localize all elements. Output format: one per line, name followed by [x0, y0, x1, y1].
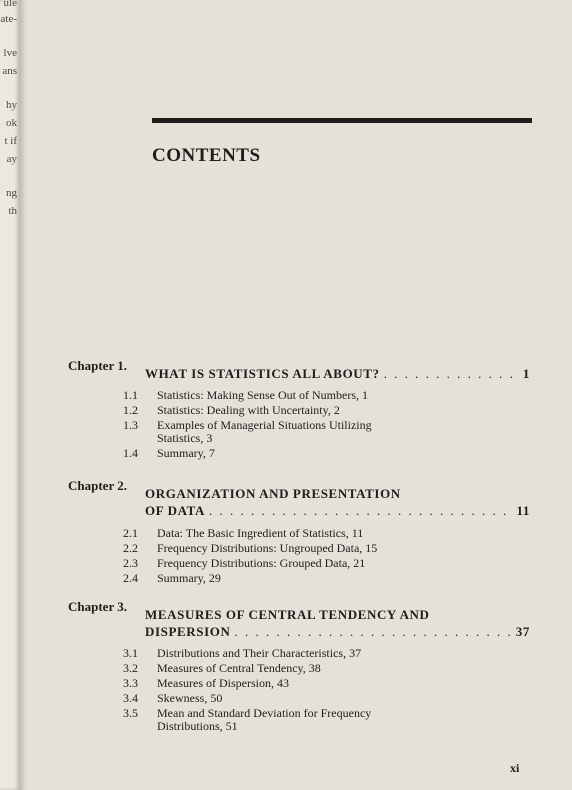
page-title: CONTENTS [152, 145, 261, 166]
section-item [123, 389, 523, 402]
section-number: 3.3 [123, 676, 138, 690]
chapter-label: Chapter 3. [68, 599, 127, 614]
page-number: xi [510, 761, 520, 775]
chapter-page-number: 37 [515, 624, 530, 639]
chapter-title [145, 606, 530, 640]
section-number: 3.1 [123, 646, 138, 660]
chapter-title [145, 365, 530, 382]
facing-page-text: ok [6, 117, 17, 129]
section-item [123, 557, 523, 570]
chapter-page-number: 1 [522, 366, 530, 381]
chapter-title-line [145, 502, 530, 519]
chapter-title-text: OF DATA [145, 503, 205, 518]
chapter-title-text: DISPERSION [145, 624, 231, 639]
chapter-title-text: MEASURES OF CENTRAL TENDENCY AND [145, 607, 430, 622]
chapter-title [145, 485, 530, 519]
section-item [123, 692, 523, 705]
section-title: Measures of Central Tendency, 38 [157, 661, 321, 675]
section-number: 1.2 [123, 403, 138, 417]
section-item [123, 647, 523, 660]
dot-leader [234, 623, 511, 640]
facing-page-edge [0, 0, 19, 790]
section-title: Mean and Standard Deviation for Frequency Distributions, 51 [157, 706, 372, 733]
section-title: Measures of Dispersion, 43 [157, 676, 289, 690]
section-item [123, 447, 523, 460]
section-title: Skewness, 50 [157, 691, 223, 705]
section-item [123, 404, 523, 417]
section-number: 3.5 [123, 706, 138, 720]
facing-page-text: ay [6, 153, 17, 165]
section-number: 2.3 [123, 556, 138, 570]
facing-page-text: ule [3, 0, 17, 9]
section-item [123, 527, 523, 540]
facing-page-text: ans [2, 65, 17, 77]
section-item [123, 662, 523, 675]
book-gutter [19, 0, 28, 790]
facing-page-text: hy [6, 99, 17, 111]
section-title: Distributions and Their Characteristics, 37 [157, 646, 362, 660]
section-item [123, 572, 523, 585]
section-number: 3.4 [123, 691, 138, 705]
facing-page-text: ate- [0, 13, 17, 25]
chapter-title-text: WHAT IS STATISTICS ALL ABOUT? [145, 366, 380, 381]
section-number: 2.1 [123, 526, 138, 540]
facing-page-text: t if [4, 135, 17, 147]
section-title: Summary, 7 [157, 446, 215, 460]
facing-page-text: ng [6, 187, 17, 199]
chapter-label: Chapter 1. [68, 358, 127, 373]
section-number: 1.1 [123, 388, 138, 402]
section-list [123, 389, 523, 462]
facing-page-text: lve [3, 47, 17, 59]
section-title: Data: The Basic Ingredient of Statistics, 11 [157, 526, 364, 540]
section-title: Frequency Distributions: Ungrouped Data, 15 [157, 541, 378, 555]
section-list [123, 527, 523, 587]
section-item [123, 419, 523, 445]
top-rule [152, 118, 532, 123]
chapter-title-line [145, 365, 530, 382]
section-item [123, 677, 523, 690]
dot-leader [384, 365, 519, 382]
section-number: 2.4 [123, 571, 138, 585]
chapter-title-line [145, 606, 530, 623]
section-item [123, 542, 523, 555]
section-title: Summary, 29 [157, 571, 221, 585]
section-title: Statistics: Dealing with Uncertainty, 2 [157, 403, 340, 417]
section-item [123, 707, 523, 733]
section-number: 2.2 [123, 541, 138, 555]
section-title: Frequency Distributions: Grouped Data, 21 [157, 556, 366, 570]
chapter-title-line [145, 485, 530, 502]
chapter-page-number: 11 [516, 503, 530, 518]
section-number: 1.3 [123, 418, 138, 432]
chapter-title-text: ORGANIZATION AND PRESENTATION [145, 486, 401, 501]
section-number: 3.2 [123, 661, 138, 675]
chapter-label: Chapter 2. [68, 478, 127, 493]
section-list [123, 647, 523, 735]
section-title: Statistics: Making Sense Out of Numbers, 1 [157, 388, 368, 402]
section-number: 1.4 [123, 446, 138, 460]
chapter-title-line [145, 623, 530, 640]
section-title: Examples of Managerial Situations Utilizing Statistics, 3 [157, 418, 372, 445]
facing-page-text: th [8, 205, 17, 217]
dot-leader [209, 502, 513, 519]
contents-page [28, 0, 572, 790]
